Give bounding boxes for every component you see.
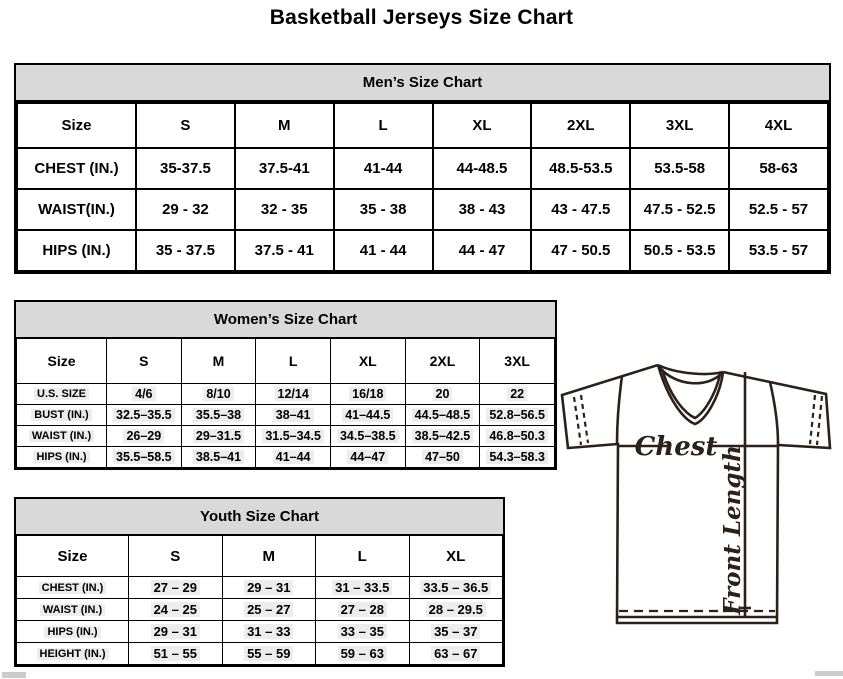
row-label: CHEST (IN.): [17, 148, 136, 189]
size-value-cell: 54.3–58.3: [480, 447, 555, 468]
column-header: M: [235, 103, 334, 148]
mens-size-table: [16, 102, 829, 272]
row-label: HIPS (IN.): [17, 621, 129, 643]
size-value-cell: 53.5-58: [630, 148, 729, 189]
size-value-cell: 29–31.5: [181, 426, 256, 447]
column-header: 3XL: [630, 103, 729, 148]
column-header: XL: [409, 536, 503, 577]
size-value-cell: 58-63: [729, 148, 828, 189]
size-value-cell: 41–44: [256, 447, 331, 468]
size-value-cell: 46.8–50.3: [480, 426, 555, 447]
row-label: U.S. SIZE: [17, 384, 107, 405]
column-header: Size: [17, 339, 107, 384]
size-value-cell: 47.5 - 52.5: [630, 189, 729, 230]
jersey-measurement-diagram: [552, 360, 843, 660]
table-row: [17, 405, 555, 426]
mens-section-header: Men’s Size Chart: [16, 65, 829, 102]
size-value-cell: 32 - 35: [235, 189, 334, 230]
size-value-cell: 31.5–34.5: [256, 426, 331, 447]
size-value-cell: 48.5-53.5: [531, 148, 630, 189]
size-value-cell: 22: [480, 384, 555, 405]
size-value-cell: 27 – 29: [129, 577, 223, 599]
column-header: Size: [17, 103, 136, 148]
row-label: CHEST (IN.): [17, 577, 129, 599]
column-header: S: [107, 339, 182, 384]
scrollbar-fragment-right[interactable]: [815, 671, 843, 676]
size-value-cell: 44 - 47: [433, 230, 532, 271]
size-value-cell: 29 – 31: [129, 621, 223, 643]
size-value-cell: 35 - 38: [334, 189, 433, 230]
column-header: S: [129, 536, 223, 577]
jersey-left-seam: [617, 376, 622, 444]
left-cuff-dashed-lines: [574, 395, 588, 445]
size-value-cell: 35 – 37: [409, 621, 503, 643]
column-header: XL: [433, 103, 532, 148]
jersey-body-outline: [562, 365, 830, 623]
column-header: L: [316, 536, 410, 577]
right-cuff-dashed-lines: [810, 395, 822, 445]
size-header-row: [17, 339, 555, 384]
size-value-cell: 35 - 37.5: [136, 230, 235, 271]
row-label: HIPS (IN.): [17, 230, 136, 271]
row-label: BUST (IN.): [17, 405, 107, 426]
size-value-cell: 32.5–35.5: [107, 405, 182, 426]
size-header-row: [17, 536, 503, 577]
scrollbar-fragment-left[interactable]: [2, 672, 26, 678]
size-value-cell: 38.5–41: [181, 447, 256, 468]
size-value-cell: 44.5–48.5: [405, 405, 480, 426]
size-value-cell: 20: [405, 384, 480, 405]
column-header: L: [256, 339, 331, 384]
row-label: HIPS (IN.): [17, 447, 107, 468]
size-value-cell: 31 – 33: [222, 621, 316, 643]
size-value-cell: 52.8–56.5: [480, 405, 555, 426]
size-value-cell: 35-37.5: [136, 148, 235, 189]
size-value-cell: 29 - 32: [136, 189, 235, 230]
chest-label: Chest: [634, 432, 718, 462]
table-row: [17, 643, 503, 665]
column-header: L: [334, 103, 433, 148]
size-value-cell: 33 – 35: [316, 621, 410, 643]
size-value-cell: 34.5–38.5: [330, 426, 405, 447]
table-row: [17, 577, 503, 599]
size-value-cell: 44–47: [330, 447, 405, 468]
youth-size-table: [16, 535, 503, 665]
size-header-row: [17, 103, 828, 148]
size-value-cell: 31 – 33.5: [316, 577, 410, 599]
column-header: 3XL: [480, 339, 555, 384]
size-value-cell: 35.5–38: [181, 405, 256, 426]
column-header: 2XL: [405, 339, 480, 384]
size-value-cell: 16/18: [330, 384, 405, 405]
jersey-collar-top-line: [658, 365, 723, 374]
size-value-cell: 43 - 47.5: [531, 189, 630, 230]
size-value-cell: 24 – 25: [129, 599, 223, 621]
column-header: Size: [17, 536, 129, 577]
womens-size-table: [16, 338, 555, 468]
size-value-cell: 37.5 - 41: [235, 230, 334, 271]
column-header: 2XL: [531, 103, 630, 148]
size-value-cell: 38–41: [256, 405, 331, 426]
size-value-cell: 41–44.5: [330, 405, 405, 426]
size-value-cell: 12/14: [256, 384, 331, 405]
row-label: WAIST(IN.): [17, 189, 136, 230]
womens-section-header: Women’s Size Chart: [16, 302, 555, 338]
size-value-cell: 63 – 67: [409, 643, 503, 665]
womens-size-chart-section: [14, 300, 557, 470]
size-value-cell: 28 – 29.5: [409, 599, 503, 621]
size-value-cell: 29 – 31: [222, 577, 316, 599]
size-value-cell: 37.5-41: [235, 148, 334, 189]
jersey-diagram-svg: [552, 360, 843, 660]
size-value-cell: 38 - 43: [433, 189, 532, 230]
size-value-cell: 8/10: [181, 384, 256, 405]
row-label: WAIST (IN.): [17, 426, 107, 447]
table-row: [17, 189, 828, 230]
table-row: [17, 426, 555, 447]
column-header: S: [136, 103, 235, 148]
front-length-label: Front Length: [719, 445, 746, 615]
table-row: [17, 599, 503, 621]
jersey-right-seam: [770, 382, 778, 444]
row-label: WAIST (IN.): [17, 599, 129, 621]
table-row: [17, 230, 828, 271]
size-value-cell: 47 - 50.5: [531, 230, 630, 271]
page-title: Basketball Jerseys Size Chart: [269, 6, 574, 29]
size-value-cell: 55 – 59: [222, 643, 316, 665]
table-row: [17, 148, 828, 189]
size-value-cell: 51 – 55: [129, 643, 223, 665]
size-value-cell: 38.5–42.5: [405, 426, 480, 447]
table-row: [17, 621, 503, 643]
size-value-cell: 59 – 63: [316, 643, 410, 665]
size-value-cell: 50.5 - 53.5: [630, 230, 729, 271]
size-value-cell: 52.5 - 57: [729, 189, 828, 230]
size-value-cell: 26–29: [107, 426, 182, 447]
youth-size-chart-section: [14, 497, 505, 667]
size-value-cell: 44-48.5: [433, 148, 532, 189]
column-header: XL: [330, 339, 405, 384]
youth-section-header: Youth Size Chart: [16, 499, 503, 535]
column-header: M: [181, 339, 256, 384]
mens-size-chart-section: [14, 63, 831, 274]
size-value-cell: 33.5 – 36.5: [409, 577, 503, 599]
size-value-cell: 41-44: [334, 148, 433, 189]
size-value-cell: 25 – 27: [222, 599, 316, 621]
size-value-cell: 27 – 28: [316, 599, 410, 621]
table-row: [17, 384, 555, 405]
size-value-cell: 53.5 - 57: [729, 230, 828, 271]
column-header: 4XL: [729, 103, 828, 148]
size-value-cell: 35.5–58.5: [107, 447, 182, 468]
size-value-cell: 4/6: [107, 384, 182, 405]
size-value-cell: 41 - 44: [334, 230, 433, 271]
size-value-cell: 47–50: [405, 447, 480, 468]
column-header: M: [222, 536, 316, 577]
table-row: [17, 447, 555, 468]
row-label: HEIGHT (IN.): [17, 643, 129, 665]
